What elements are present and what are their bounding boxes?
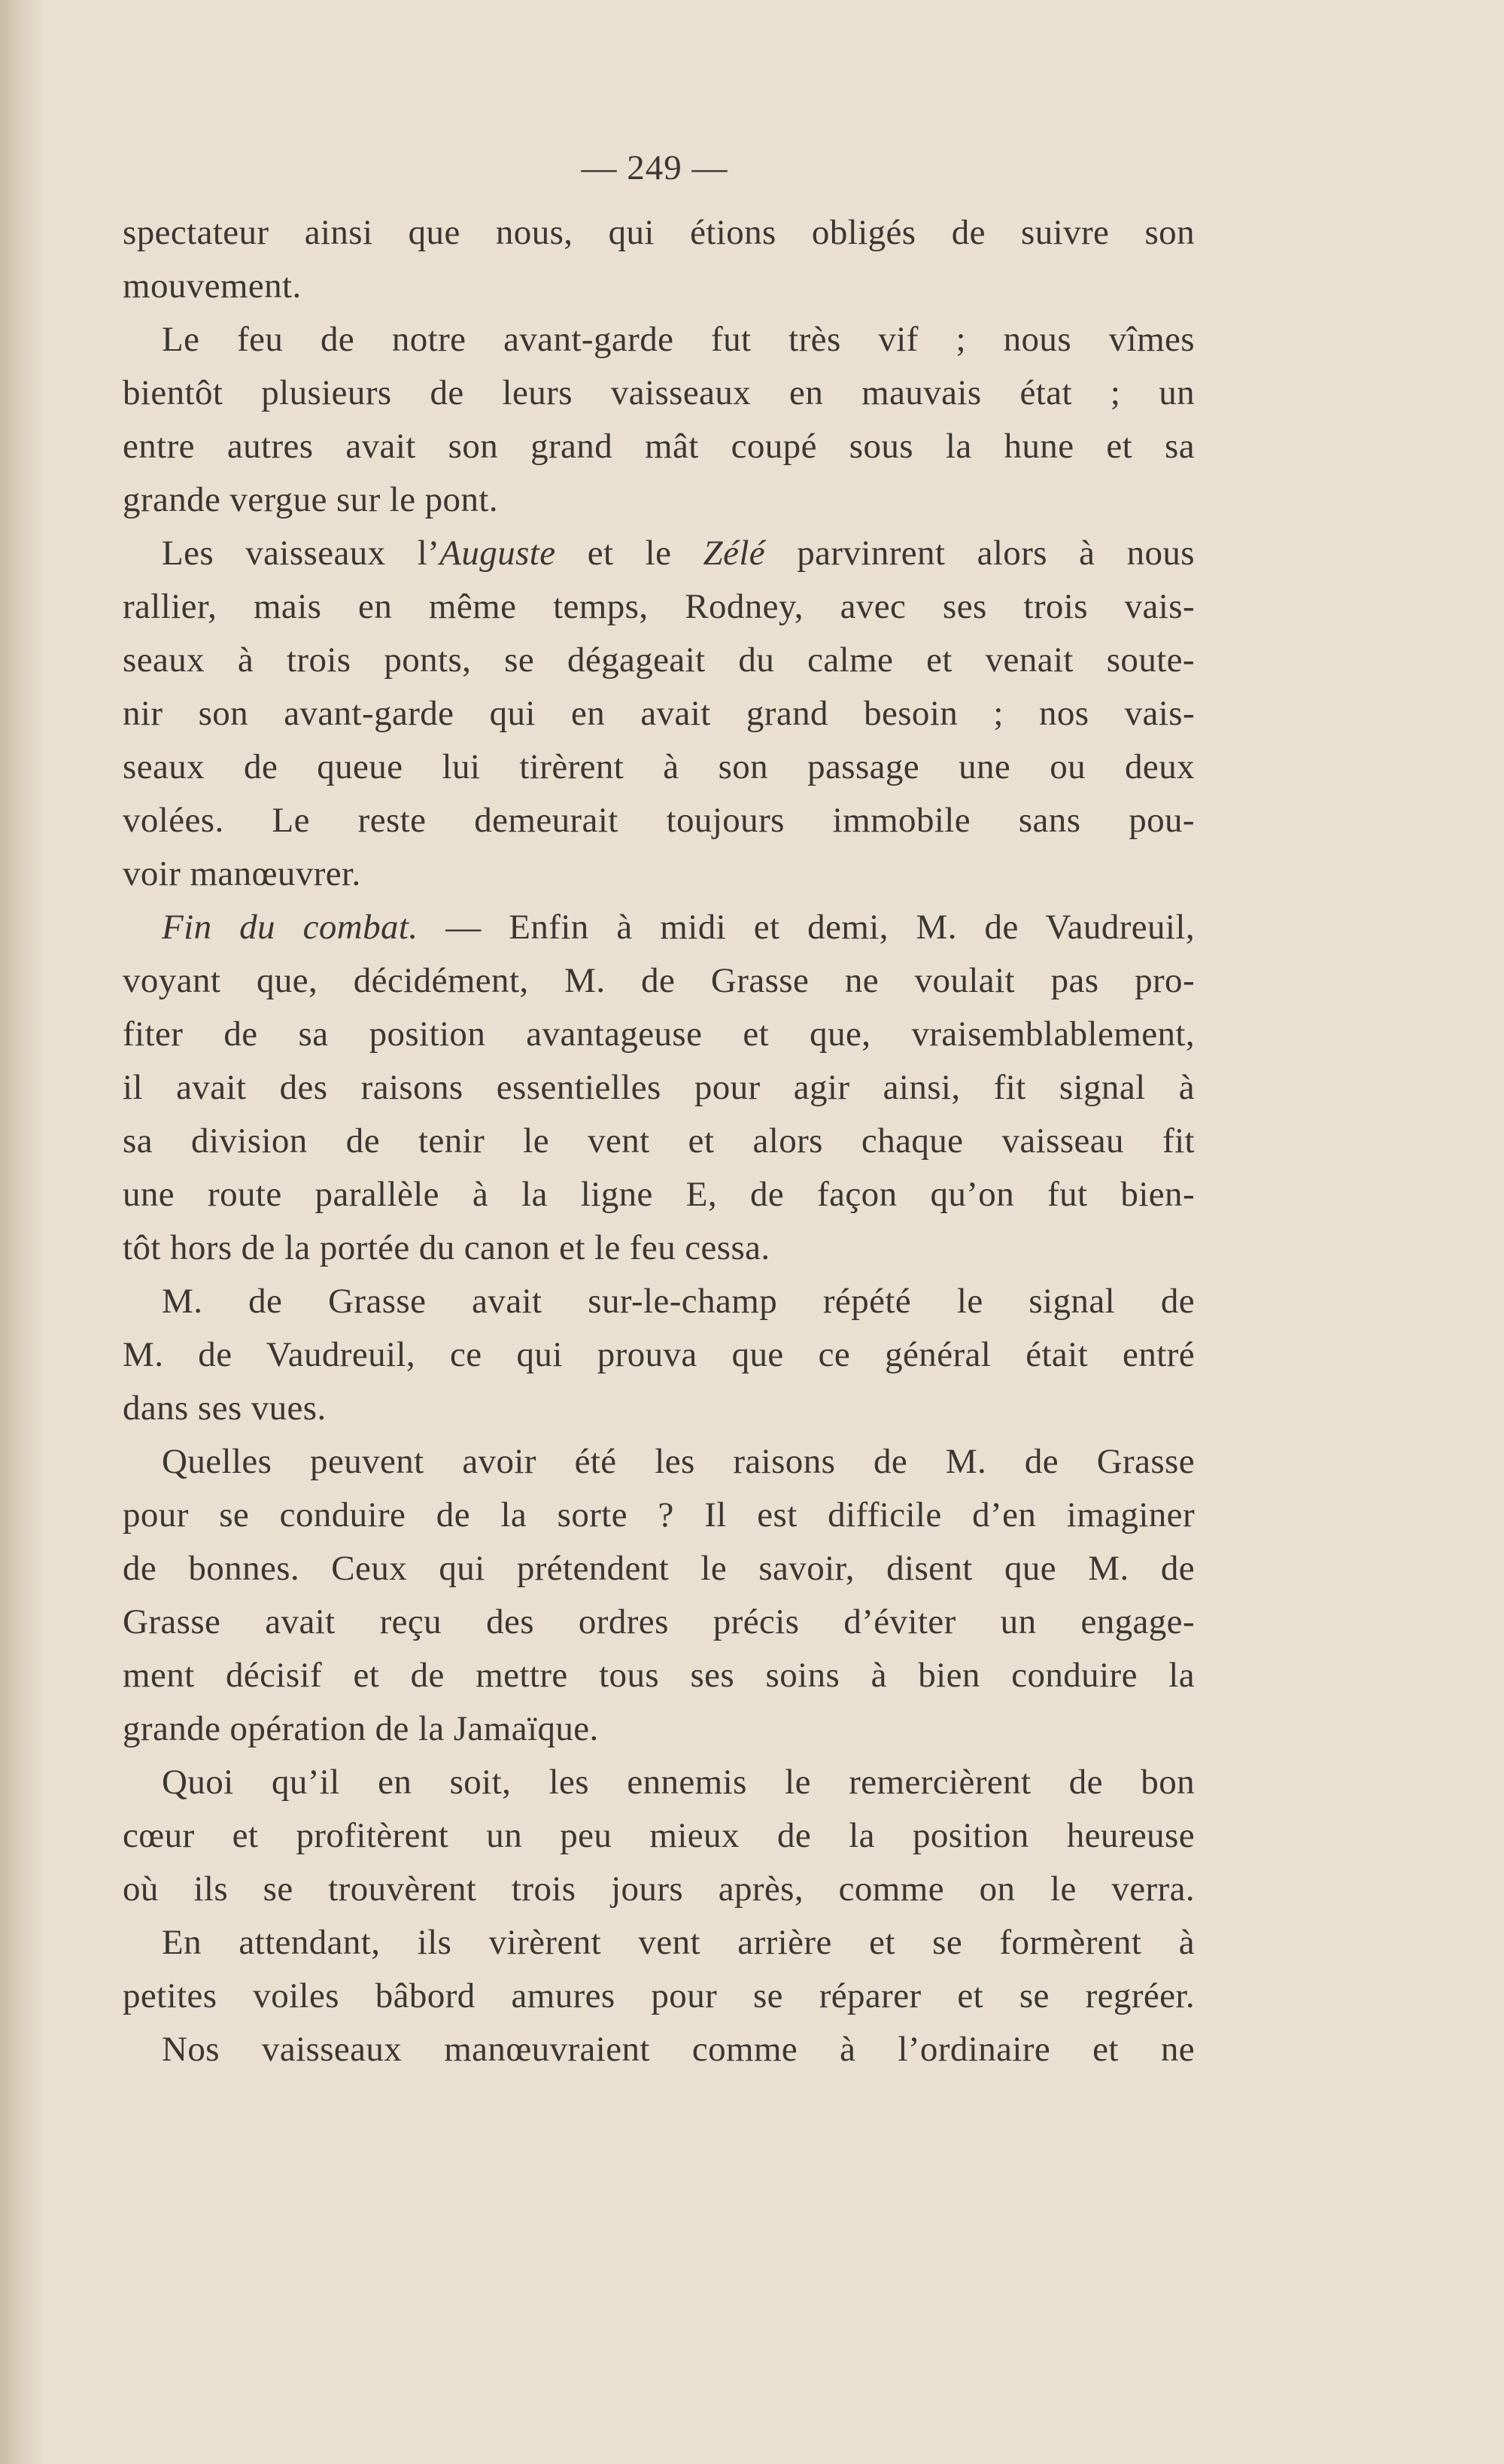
text-line	[123, 580, 1195, 634]
text-segment: En attendant, ils virèrent vent arrière et se formèrent à	[162, 1923, 1195, 1962]
text-line	[123, 1061, 1195, 1115]
text-line	[123, 687, 1195, 741]
text-line	[123, 420, 1195, 473]
text-segment: — Enfin à midi et demi, M. de Vaudreuil,	[418, 908, 1195, 947]
text-line	[123, 1863, 1195, 1916]
text-segment: sa division de tenir le vent et alors chaque vaisseau fit	[123, 1121, 1195, 1161]
text-line	[123, 1435, 1195, 1489]
text-segment: dans ses vues.	[123, 1389, 327, 1428]
text-line	[123, 1275, 1195, 1328]
italic-text: Auguste	[439, 534, 556, 573]
text-segment: tôt hors de la portée du canon et le feu cessa.	[123, 1228, 770, 1267]
text-segment: grande vergue sur le pont.	[123, 480, 498, 519]
text-line	[123, 634, 1195, 687]
text-segment: pour se conduire de la sorte ? Il est difficile d’en imaginer	[123, 1495, 1195, 1535]
text-line	[123, 954, 1195, 1008]
text-line	[123, 1916, 1195, 1970]
text-segment: où ils se trouvèrent trois jours après, comme on le verra.	[123, 1869, 1195, 1909]
text-segment: Quoi qu’il en soit, les ennemis le remercièrent de bon	[162, 1763, 1195, 1802]
text-segment: ment décisif et de mettre tous ses soins à bien conduire la	[123, 1656, 1195, 1695]
text-segment: M. de Grasse avait sur-le-champ répété le signal de	[162, 1282, 1195, 1321]
text-segment: grande opération de la Jamaïque.	[123, 1709, 599, 1748]
text-segment: voyant que, décidément, M. de Grasse ne voulait pas pro-	[123, 961, 1195, 1000]
text-line	[123, 1328, 1195, 1382]
text-line	[123, 1115, 1195, 1168]
text-line	[123, 206, 1195, 260]
text-segment: Les vaisseaux l’	[162, 534, 440, 573]
italic-text: Fin du combat.	[162, 908, 418, 947]
text-segment: entre autres avait son grand mât coupé sous la hune et sa	[123, 427, 1195, 466]
text-segment: bientôt plusieurs de leurs vaisseaux en mauvais état ; un	[123, 373, 1195, 412]
text-segment: une route parallèle à la ligne E, de façon qu’on fut bien-	[123, 1175, 1195, 1214]
text-line	[123, 1168, 1195, 1221]
text-segment: seaux de queue lui tirèrent à son passage une ou deux	[123, 747, 1195, 786]
text-segment: nir son avant-garde qui en avait grand besoin ; nos vais-	[123, 694, 1195, 733]
text-line	[123, 1542, 1195, 1596]
text-segment: cœur et profitèrent un peu mieux de la position heureuse	[123, 1816, 1195, 1855]
text-line	[123, 2023, 1195, 2076]
text-segment: Quelles peuvent avoir été les raisons de M. de Grasse	[162, 1442, 1195, 1481]
text-segment: fiter de sa position avantageuse et que, vraisemblablement,	[123, 1014, 1195, 1054]
text-segment: parvinrent alors à nous	[765, 534, 1195, 573]
text-segment: et le	[555, 534, 703, 573]
italic-text: Zélé	[703, 534, 766, 573]
text-line	[123, 367, 1195, 420]
text-line	[123, 741, 1195, 794]
text-segment: M. de Vaudreuil, ce qui prouva que ce général était entré	[123, 1335, 1195, 1374]
page-binding-shadow	[0, 0, 45, 2464]
text-line	[123, 527, 1195, 580]
text-line	[123, 1702, 1195, 1756]
text-line	[123, 901, 1195, 954]
text-line	[123, 1596, 1195, 1649]
text-line	[123, 1489, 1195, 1542]
text-line	[123, 473, 1195, 527]
text-segment: Le feu de notre avant-garde fut très vif ; nous vîmes	[162, 320, 1195, 359]
page-number: — 249 —	[581, 148, 728, 187]
text-line	[123, 1756, 1195, 1809]
text-segment: volées. Le reste demeurait toujours immobile sans pou-	[123, 801, 1195, 840]
text-segment: mouvement.	[123, 266, 302, 306]
text-segment: voir manœuvrer.	[123, 854, 361, 893]
text-line	[123, 1970, 1195, 2023]
text-line	[123, 847, 1195, 901]
text-segment: Nos vaisseaux manœuvraient comme à l’ordinaire et ne	[162, 2030, 1195, 2069]
text-segment: Grasse avait reçu des ordres précis d’éviter un engage-	[123, 1602, 1195, 1641]
text-segment: petites voiles bâbord amures pour se réparer et se regréer.	[123, 1976, 1195, 2015]
text-segment: rallier, mais en même temps, Rodney, avec ses trois vais-	[123, 587, 1195, 626]
text-line	[123, 794, 1195, 847]
text-line	[123, 1382, 1195, 1435]
text-segment: il avait des raisons essentielles pour agir ainsi, fit signal à	[123, 1068, 1195, 1107]
text-line	[123, 1809, 1195, 1863]
text-line	[123, 1221, 1195, 1275]
body-text	[123, 206, 1195, 2076]
text-line	[123, 260, 1195, 313]
text-segment: seaux à trois ponts, se dégageait du calme et venait soute-	[123, 640, 1195, 680]
text-segment: spectateur ainsi que nous, qui étions obligés de suivre son	[123, 213, 1195, 252]
text-segment: de bonnes. Ceux qui prétendent le savoir, disent que M. de	[123, 1549, 1195, 1588]
text-line	[123, 313, 1195, 367]
text-line	[123, 1008, 1195, 1061]
text-line	[123, 1649, 1195, 1702]
